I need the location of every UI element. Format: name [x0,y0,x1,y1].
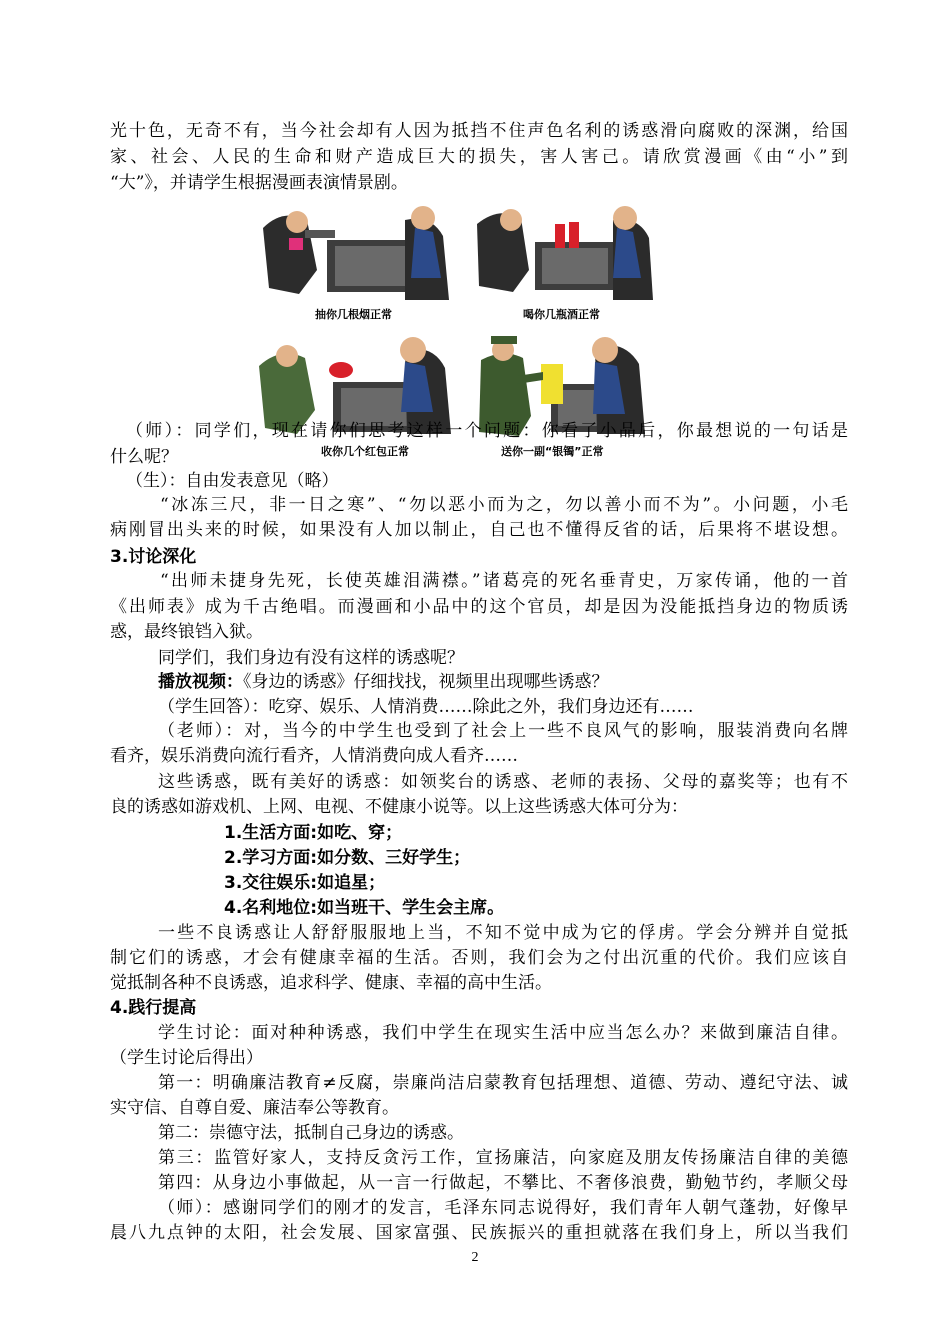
comic-panel-1 [263,206,449,300]
section-4-line-1: 学生讨论：面对种种诱惑，我们中学生在现实生活中应当怎么办？来做到廉洁自律。 [158,1023,848,1043]
section-3-line-3: 惑，最终锒铛入狱。 [110,622,263,642]
proverb-line-2: 病刚冒出头来的时候，如果没有人加以制止，自己也不懂得反省的话，后果将不堪设想。 [110,520,848,540]
teacher-question-line-2: 什么呢？ [110,447,178,467]
section-3-line-2: 《出师表》成为千古绝唱。而漫画和小品中的这个官员，却是因为没能抵挡身边的物质诱 [110,597,848,617]
principle-1-line-2: 实守信、自尊自爱、廉洁奉公等教育。 [110,1098,399,1118]
teacher-reply-line-1: （老师）：对，当今的中学生也受到了社会上一些不良风气的影响，服装消费向名牌 [158,721,848,741]
temptation-line-2: 良的诱惑如游戏机、上网、电视、不健康小说等。以上这些诱惑大体可分为： [110,797,688,817]
principle-2: 第二：崇德守法，抵制自己身边的诱惑。 [158,1123,464,1143]
video-line [158,671,609,693]
conclusion-line-2: 制它们的诱惑，才会有健康幸福的生活。否则，我们会为之付出沉重的代价。我们应该自 [110,948,848,968]
closing-line-2: 晨八九点钟的太阳，社会发展、国家富强、民族振兴的重担就落在我们身上，所以当我们 [110,1223,848,1243]
video-text: 《身边的诱惑》仔细找找，视频里出现哪些诱惑？ [243,672,609,692]
video-label: 播放视频： [158,672,243,692]
section-3-line-1: “出师未捷身先死，长使英雄泪满襟。”诸葛亮的死名垂青史，万家传诵，他的一首 [160,571,848,591]
section-4-heading: 4.践行提高 [110,998,197,1018]
comic-caption-3: 收你几个红包正常 [321,445,409,458]
section-4-line-2: （学生讨论后得出） [110,1048,263,1068]
conclusion-line-1: 一些不良诱惑让人舒舒服服地上当，不知不觉中成为它的俘虏。学会分辨并自觉抵 [158,923,848,943]
teacher-question-line-1: （师）：同学们，现在请你们思考这样一个问题：你看了小品后，你最想说的一句话是 [126,421,848,441]
principle-1-line-1: 第一：明确廉洁教育≠反腐，崇廉尚洁启蒙教育包括理想、道德、劳动、遵纪守法、诚 [158,1073,848,1093]
category-item-3: 3.交往娱乐:如追星； [224,873,386,893]
comic-panel-2 [477,206,653,300]
principle-3: 第三：监管好家人，支持反贪污工作，宣扬廉洁，向家庭及朋友传扬廉洁自律的美德 [158,1148,848,1168]
section-3-heading: 3.讨论深化 [110,547,197,567]
comic-caption-4: 送你一副“银镯”正常 [501,445,604,458]
comic-caption-1: 抽你几根烟正常 [315,308,392,321]
student-answer: （学生回答）：吃穿、娱乐、人情消费……除此之外，我们身边还有…… [158,697,694,717]
student-response: （生）：自由发表意见（略） [126,471,339,491]
page-number: 2 [471,1250,479,1265]
temptation-line-1: 这些诱惑，既有美好的诱惑：如领奖台的诱惑、老师的表扬、父母的嘉奖等；也有不 [158,772,848,792]
closing-line-1: （师）：感谢同学们的刚才的发言，毛泽东同志说得好，我们青年人朝气蓬勃，好像早 [158,1198,848,1218]
category-item-2: 2.学习方面:如分数、三好学生； [224,848,471,868]
conclusion-line-3: 觉抵制各种不良诱惑，追求科学、健康、幸福的高中生活。 [110,973,552,993]
category-item-1: 1.生活方面:如吃、穿； [224,823,403,843]
comic-caption-2: 喝你几瓶酒正常 [523,308,600,321]
intro-line-3: “大”》，并请学生根据漫画表演情景剧。 [110,173,408,193]
category-item-4: 4.名利地位:如当班干、学生会主席。 [224,898,505,918]
teacher-reply-line-2: 看齐，娱乐消费向流行看齐，人情消费向成人看齐…… [110,746,518,766]
principle-4: 第四：从身边小事做起，从一言一行做起，不攀比、不奢侈浪费，勤勉节约，孝顺父母 [158,1173,848,1193]
section-3-line-4: 同学们，我们身边有没有这样的诱惑呢？ [158,648,464,668]
intro-line-2: 家、社会、人民的生命和财产造成巨大的损失，害人害己。请欣赏漫画《由“小”到 [110,147,848,167]
intro-line-1: 光十色，无奇不有，当今社会却有人因为抵挡不住声色名利的诱惑滑向腐败的深渊，给国 [110,121,848,141]
proverb-line-1: “冰冻三尺，非一日之寒”、“勿以恶小而为之，勿以善小而不为”。小问题，小毛 [160,495,848,515]
